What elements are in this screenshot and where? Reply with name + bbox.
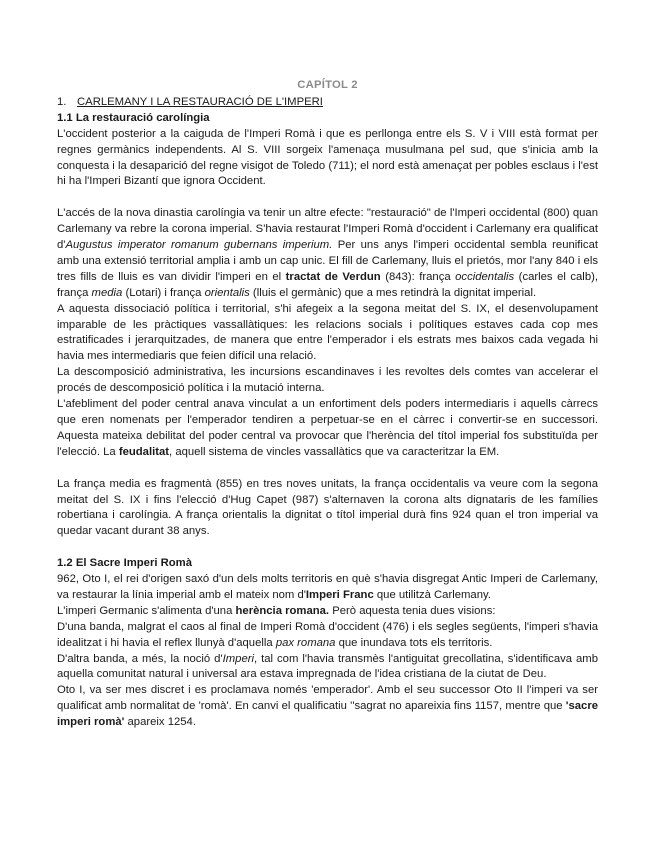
blank-line bbox=[57, 540, 598, 556]
document-page bbox=[57, 78, 598, 731]
chapter-heading: CAPÍTOL 2 bbox=[297, 79, 358, 91]
paragraph-9: D'una banda, malgrat el caos al final de Imperi Romà d'occident (476) i els segles següents, l'imperi s'havia idealitzat i hi havia el reflex llunyà d'aquella pax romana que inundava tots els territoris. bbox=[57, 620, 598, 649]
paragraph-11: Oto I, va ser mes discret i es proclamava només 'emperador'. Amb el seu successor Oto II l'imperi va ser qualificat amb normalitat de 'romà'. En canvi el qualificatiu ''sagrat no apareixia fins 1157, mentre que 'sacre imperi romà' apareix 1254. bbox=[57, 684, 598, 729]
subsection-heading-1-1: 1.1 La restauració carolíngia bbox=[57, 111, 210, 124]
paragraph-1: L'occident posterior a la caiguda de l'Imperi Romà i que es perllonga entre els S. V i VIII està format per regnes germànics independents. Al S. VIII sorgeix l'amenaça musulmana pel sud, que s'inicia amb la conquesta i la desaparició del regne visigot de Toledo (711); el nord està amenaçat per pobles esclaus i l'est hi ha l'Imperi Bizantí que ignora Occident. bbox=[57, 127, 598, 188]
paragraph-5: L'afebliment del poder central anava vinculat a un enfortiment dels poders intermediaris i aquells càrrecs que eren nomenats per l'emperador tendiren a perpetuar-se en el càrrec i convertir-se en successori. Aquesta mateixa debilitat del poder central va provocar que l'herència del títol imperial fos substituïda per l'elecció. La feudalitat, aquell sistema de vincles vassallàtics que va caracteritzar la EM. bbox=[57, 398, 598, 458]
blank-line bbox=[57, 461, 598, 477]
paragraph-2: L'accés de la nova dinastia carolíngia va tenir un altre efecte: "restauració" de l'Imperi occidental (800) quan Carlemany va rebre la corona imperial. S'havia restaurat l'Imperi Romà d'occident i Carlemany era qualificat d'Augustus imperator romanum gubernans imperium. Per uns anys l'imperi occidental sembla reunificat amb una extensió territorial amplia i amb un cap unic. El fill de Carlemany, lluis el prietós, mor l'any 840 i els tres fills de lluis es van dividir l'imperi en el tractat de Verdun (843): frança occidentalis (carles el calb), frança media (Lotari) i frança orientalis (lluis el germànic) que a mes retindrà la dignitat imperial. bbox=[57, 207, 599, 299]
section-heading bbox=[57, 95, 598, 111]
paragraph-8: L'imperi Germanic s'alimenta d'una herència romana. Però aquesta tenia dues visions: bbox=[57, 604, 496, 617]
subsection-heading-1-2: 1.2 El Sacre Imperi Romà bbox=[57, 557, 193, 570]
paragraph-3: A aquesta dissociació política i territorial, s'hi afegeix a la segona meitat del S. IX, el desenvolupament imparable de les pràctiques vassallàtiques: les relacions socials i polítiques estaves cada cop mes estratificades i jerarquitzades, de manera que entre l'emperador i els estrats mes baixos cada vegada hi havia mes intermediaris que feien difícil una relació. bbox=[57, 302, 598, 363]
paragraph-7: 962, Oto I, el rei d'origen saxó d'un dels molts territoris en què s'havia disgregat Antic Imperi de Carlemany, va restaurar la línia imperial amb el mateix nom d'Imperi Franc que utilitzà Carlemany. bbox=[57, 573, 598, 601]
paragraph-4: La descomposició administrativa, les incursions escandinaves i les revoltes dels comtes van accelerar el procés de descomposició política i la mutació interna. bbox=[57, 366, 598, 395]
paragraph-10: D'altra banda, a més, la noció d'Imperi, tal com l'havia transmès l'antiguitat grecollatina, s'identificava amb aquella comunitat natural i universal ara estava impregnada de l'idea cristiana de la ciutat de Deu. bbox=[57, 652, 598, 681]
section-number: 1. bbox=[57, 95, 67, 108]
blank-line bbox=[57, 190, 598, 206]
paragraph-6: La frança media es fragmentà (855) en tres noves unitats, la frança occidentalis va veure com la segona meitat del S. IX i fins l'elecció d'Hug Capet (987) s'alternaven la corona alts dignataris de les famílies robertiana i carolíngia. A frança orientalis la dignitat o títol imperial durà fins 924 quan el tron imperial va quedar vacant durant 38 anys. bbox=[57, 477, 598, 538]
section-title: CARLEMANY I LA RESTAURACIÓ DE L'IMPERI bbox=[77, 95, 323, 108]
